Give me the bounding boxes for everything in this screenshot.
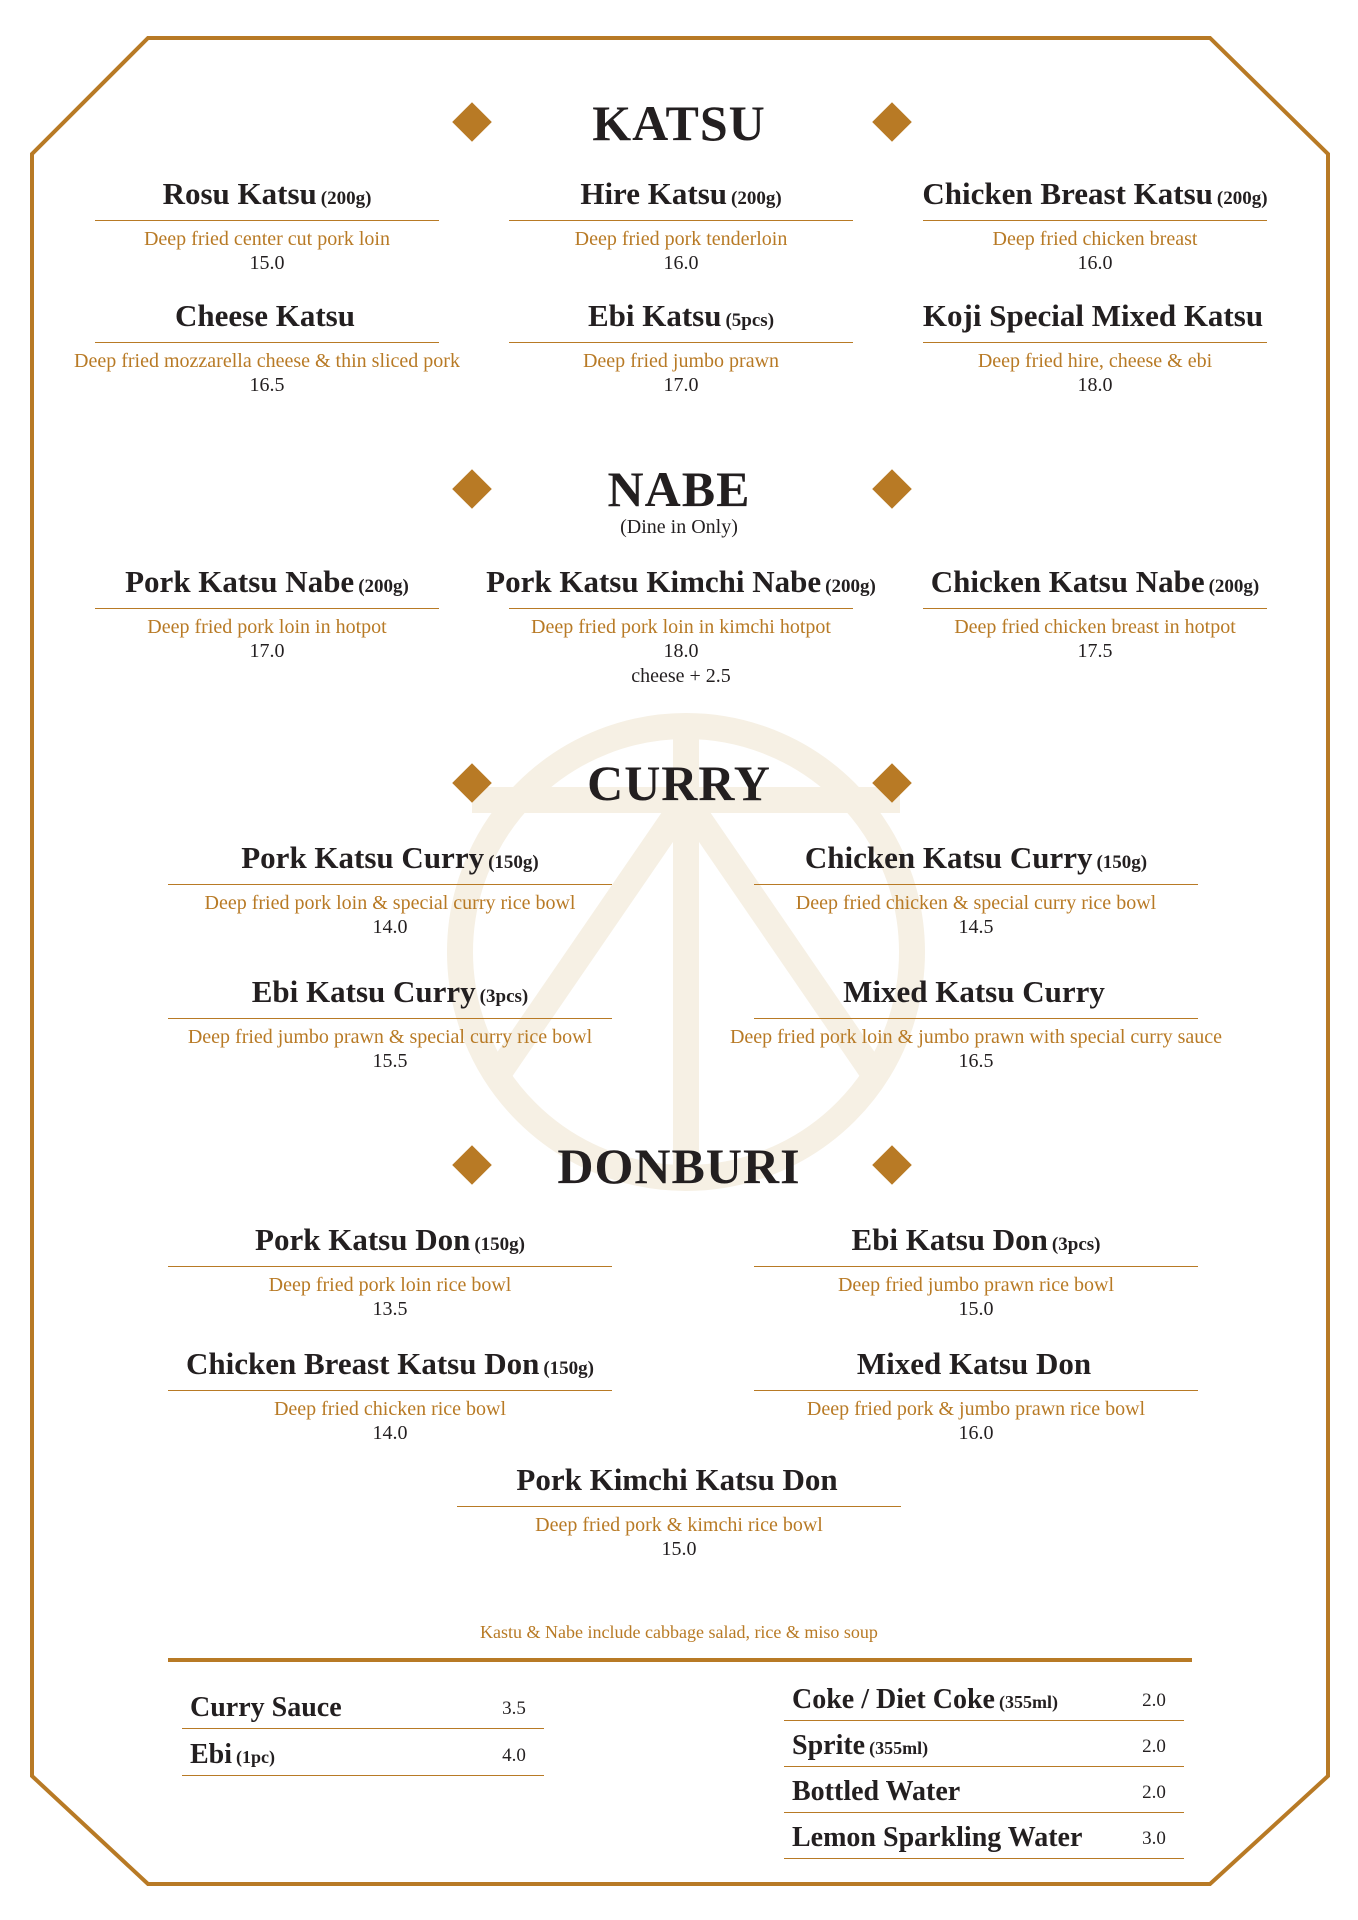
item-description: Deep fried pork tenderloin — [574, 228, 788, 250]
item-description: Deep fried jumbo prawn — [582, 350, 780, 372]
item-divider — [168, 1018, 612, 1019]
item-price: 17.5 — [1077, 640, 1113, 662]
menu-item — [456, 176, 906, 275]
drink-name: Bottled Water — [792, 1776, 961, 1807]
drink-row — [784, 1814, 1184, 1859]
item-price: 15.0 — [249, 252, 285, 274]
item-price: 17.0 — [663, 374, 699, 396]
drink-weight: (355ml) — [998, 1692, 1058, 1712]
item-weight: (150g) — [488, 852, 539, 873]
item-addon: cheese + 2.5 — [631, 665, 731, 687]
item-name: Pork Kimchi Katsu Don — [516, 1462, 838, 1497]
item-description: Deep fried chicken & special curry rice bowl — [795, 892, 1157, 914]
item-price: 16.0 — [1077, 252, 1113, 274]
item-name: Pork Katsu Nabe — [125, 564, 355, 599]
item-price: 16.0 — [958, 1422, 994, 1444]
item-description: Deep fried pork loin in kimchi hotpot — [531, 616, 831, 638]
item-name: Cheese Katsu — [175, 298, 355, 333]
item-description: Deep fried hire, cheese & ebi — [977, 350, 1213, 372]
menu-item — [150, 840, 630, 939]
item-weight: (200g) — [825, 576, 876, 597]
item-name: Mixed Katsu Don — [856, 1346, 1092, 1381]
item-name: Pork Katsu Don — [255, 1222, 471, 1257]
drink-row — [784, 1676, 1184, 1721]
item-divider — [168, 1266, 612, 1267]
item-name: Chicken Breast Katsu Don — [185, 1346, 540, 1381]
item-description: Deep fried jumbo prawn rice bowl — [837, 1274, 1114, 1296]
menu-item — [443, 1462, 915, 1561]
drink-price: 2.0 — [1142, 1736, 1166, 1757]
footnote: Kastu & Nabe include cabbage salad, rice & miso soup — [480, 1622, 878, 1642]
extra-name: Ebi — [190, 1739, 233, 1770]
item-divider — [754, 884, 1198, 885]
item-divider — [923, 220, 1267, 221]
item-price: 16.0 — [663, 252, 699, 274]
item-divider — [95, 220, 439, 221]
extra-price: 3.5 — [502, 1698, 526, 1719]
item-price: 16.5 — [249, 374, 285, 396]
item-name: Mixed Katsu Curry — [843, 974, 1105, 1009]
item-weight: (3pcs) — [479, 986, 529, 1007]
menu-item — [150, 974, 630, 1073]
item-price: 15.0 — [661, 1538, 697, 1560]
item-divider — [754, 1390, 1198, 1391]
menu-item — [150, 1222, 630, 1321]
extra-row — [182, 1731, 544, 1776]
section-title-nabe: NABE — [607, 461, 751, 517]
item-price: 15.0 — [958, 1298, 994, 1320]
menu-item — [870, 176, 1320, 275]
extras-divider — [168, 1658, 1192, 1662]
item-name: Pork Katsu Curry — [241, 840, 485, 875]
menu-item — [686, 974, 1266, 1073]
item-description: Deep fried pork loin & special curry rice bowl — [204, 892, 576, 914]
menu-item — [870, 298, 1320, 397]
item-description: Deep fried center cut pork loin — [143, 228, 390, 250]
menu-item — [870, 564, 1320, 663]
item-weight: (150g) — [543, 1358, 595, 1379]
drink-name: Lemon Sparkling Water — [792, 1822, 1083, 1853]
item-weight: (3pcs) — [1051, 1234, 1101, 1255]
item-description: Deep fried chicken breast in hotpot — [954, 616, 1236, 638]
item-price: 14.0 — [372, 916, 408, 938]
item-name: Ebi Katsu Curry — [251, 974, 476, 1009]
drink-name: Sprite — [792, 1730, 866, 1761]
item-name: Koji Special Mixed Katsu — [922, 298, 1264, 333]
item-price: 16.5 — [958, 1050, 994, 1072]
menu-item — [40, 176, 494, 275]
item-price: 13.5 — [372, 1298, 408, 1320]
drink-name: Coke / Diet Coke — [792, 1684, 995, 1715]
section-subtitle-nabe: (Dine in Only) — [620, 516, 738, 538]
item-name: Chicken Katsu Nabe — [930, 564, 1205, 599]
item-name: Hire Katsu — [580, 176, 728, 211]
section-title-curry: CURRY — [587, 755, 771, 811]
item-name: Chicken Breast Katsu — [922, 176, 1213, 211]
drink-price: 3.0 — [1142, 1828, 1166, 1849]
item-description: Deep fried pork loin & jumbo prawn with special curry sauce — [729, 1026, 1223, 1048]
drink-price: 2.0 — [1142, 1690, 1166, 1711]
extra-name: Curry Sauce — [190, 1692, 342, 1723]
item-divider — [168, 884, 612, 885]
item-weight: (200g) — [320, 188, 372, 209]
item-divider — [95, 608, 439, 609]
item-description: Deep fried jumbo prawn & special curry rice bowl — [187, 1026, 593, 1048]
menu-item — [150, 1346, 630, 1445]
item-price: 18.0 — [663, 640, 699, 662]
item-weight: (5pcs) — [725, 310, 775, 331]
item-description: Deep fried pork & jumbo prawn rice bowl — [806, 1398, 1146, 1420]
item-divider — [754, 1266, 1198, 1267]
item-name: Ebi Katsu — [587, 298, 722, 333]
item-description: Deep fried mozzarella cheese & thin sliced pork — [74, 350, 460, 372]
section-title-donburi: DONBURI — [557, 1138, 801, 1194]
item-price: 17.0 — [249, 640, 285, 662]
item-divider — [754, 1018, 1198, 1019]
item-price: 18.0 — [1077, 374, 1113, 396]
item-name: Ebi Katsu Don — [851, 1222, 1048, 1257]
item-price: 14.0 — [372, 1422, 408, 1444]
menu-item — [40, 564, 494, 663]
item-weight: (200g) — [731, 188, 782, 209]
item-description: Deep fried pork loin in hotpot — [147, 616, 387, 638]
item-divider — [923, 608, 1267, 609]
extra-row — [182, 1684, 544, 1729]
item-weight: (200g) — [1208, 576, 1260, 597]
drink-price: 2.0 — [1142, 1782, 1166, 1803]
extra-weight: (1pc) — [236, 1747, 276, 1767]
drink-row — [784, 1768, 1184, 1813]
drink-weight: (355ml) — [869, 1738, 929, 1758]
drink-row — [784, 1722, 1184, 1767]
item-price: 15.5 — [372, 1050, 408, 1072]
menu-item — [686, 840, 1266, 939]
item-price: 14.5 — [958, 916, 994, 938]
extra-price: 4.0 — [502, 1745, 526, 1766]
item-weight: (200g) — [1216, 188, 1268, 209]
item-description: Deep fried chicken breast — [992, 228, 1198, 250]
item-divider — [168, 1390, 612, 1391]
menu-item — [456, 298, 906, 397]
section-title-katsu: KATSU — [592, 95, 766, 151]
item-divider — [509, 342, 853, 343]
item-description: Deep fried chicken rice bowl — [273, 1398, 507, 1420]
item-divider — [509, 220, 853, 221]
item-name: Chicken Katsu Curry — [804, 840, 1093, 875]
item-divider — [509, 608, 853, 609]
menu-item — [456, 564, 906, 689]
menu-item — [736, 1346, 1216, 1445]
item-weight: (200g) — [358, 576, 409, 597]
item-description: Deep fried pork loin rice bowl — [268, 1274, 512, 1296]
item-description: Deep fried pork & kimchi rice bowl — [535, 1514, 823, 1536]
item-weight: (150g) — [474, 1234, 525, 1255]
menu-item — [40, 298, 494, 397]
item-name: Pork Katsu Kimchi Nabe — [486, 564, 822, 599]
item-name: Rosu Katsu — [162, 176, 317, 211]
item-divider — [95, 342, 439, 343]
item-divider — [923, 342, 1267, 343]
item-weight: (150g) — [1096, 852, 1148, 873]
menu-item — [736, 1222, 1216, 1321]
item-divider — [457, 1506, 901, 1507]
